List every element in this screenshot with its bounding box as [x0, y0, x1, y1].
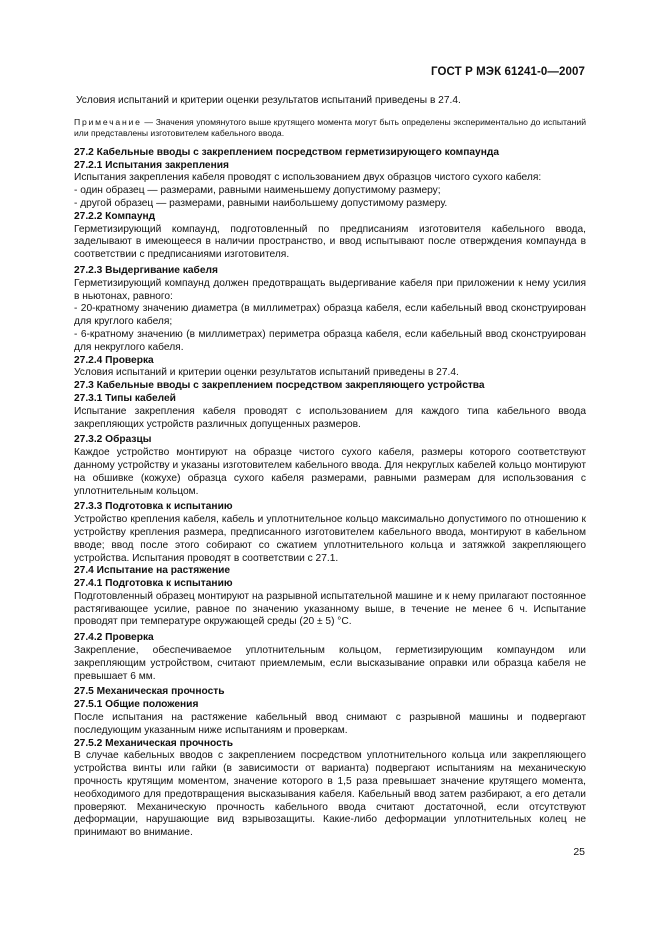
paragraph-27-5-2: В случае кабельных вводов с закреплением посредством уплотнительного кольца или закрепляющего устройства винты или гайки (в зависимости от варианта) подвергают испытаниям на механическую прочность крутящим моментом, значение которого в 1,5 раза превышает значение крутящего момента, необходимого для предотвращения высказывания кабеля. Кабельный ввод затем разбирают, а его детали проверяют. Механическую прочность кабельного ввода считают достаточной, если отсутствуют деформации, нарушающие вид взрывозащиты. Какие-либо деформации уплотнительных колец не принимают во внимание.	[74, 750, 586, 839]
heading-27-5: 27.5 Механическая прочность	[74, 686, 225, 698]
note	[74, 117, 586, 139]
heading-27-2-1: 27.2.1 Испытания закрепления	[74, 159, 229, 171]
heading-27-4-1: 27.4.1 Подготовка к испытанию	[74, 578, 233, 590]
paragraph-27-4-1: Подготовленный образец монтируют на разрывной испытательной машине и к нему прилагают постоянное растягивающее усилие, равное по значению указанному выше, в течение не менее 6 ч. Испытание проводят при температуре окружающей среды (20 ± 5) °С.	[74, 590, 586, 628]
heading-27-3: 27.3 Кабельные вводы с закреплением посредством закрепляющего устройства	[74, 380, 485, 392]
heading-27-2-3: 27.2.3 Выдергивание кабеля	[74, 264, 218, 276]
heading-27-3-1: 27.3.1 Типы кабелей	[74, 392, 176, 404]
paragraph-27-4-2: Закрепление, обеспечиваемое уплотнительным кольцом, герметизирующим компаундом или закрепляющим устройством, считают приемлемым, если высказывание оправки или образца кабеля не превышает 6 мм.	[74, 645, 586, 682]
note-label: Примечание	[74, 116, 142, 127]
page-number: 25	[573, 846, 585, 858]
standard-header: ГОСТ Р МЭК 61241-0—2007	[431, 66, 585, 78]
paragraph-27-5-1: После испытания на растяжение кабельный ввод снимают с разрывной машины и подвергают последующим указанным ниже испытаниям и проверкам.	[74, 712, 586, 736]
paragraph-27-2-1-b: - один образец — размерами, равными наименьшему допустимому размеру;	[74, 185, 441, 197]
heading-27-4-2: 27.4.2 Проверка	[74, 632, 154, 644]
heading-27-3-2: 27.3.2 Образцы	[74, 434, 152, 446]
heading-27-3-3: 27.3.3 Подготовка к испытанию	[74, 501, 233, 513]
heading-27-2: 27.2 Кабельные вводы с закреплением посредством герметизирующего компаунда	[74, 146, 499, 158]
paragraph-27-3-1: Испытание закрепления кабеля проводят с использованием для каждого типа кабельного ввода закрепляющих устройств различных допущенных размеров.	[74, 405, 586, 430]
paragraph-27-3-3: Устройство крепления кабеля, кабель и уплотнительное кольцо максимально допустимого по отношению к устройству крепления размера, предписанного изготовителем кабельного ввода, монтируют в кабельном вводе; ввод после этого собирают со сжатием уплотнительного кольца и затяжкой закрепляющего устройства. Испытания проводят в соответствии с 27.1.	[74, 514, 586, 564]
paragraph-intro: Условия испытаний и критерии оценки результатов испытаний приведены в 27.4.	[76, 95, 461, 106]
heading-27-2-4: 27.2.4 Проверка	[74, 354, 154, 366]
document-body	[74, 95, 586, 840]
paragraph-27-2-1-c: - другой образец — размерами, равными наибольшему допустимому размеру.	[74, 197, 448, 209]
paragraph-27-2-2: Герметизирующий компаунд, подготовленный по предписаниям изготовителя кабельного ввода, заделывают в имеющееся в наличии пространство, и ввод испытывают после отверждения компаунда в соответствии с предписаниями изготовителя.	[74, 223, 586, 261]
paragraph-27-2-3-c: - 6-кратному значению (в миллиметрах) периметра образца кабеля, если кабельный ввод сконструирован для некруглого кабеля.	[74, 328, 586, 353]
paragraph-27-2-3-a: Герметизирующий компаунд должен предотвращать выдергивание кабеля при приложении к нему усилия в ньютонах, равного:	[74, 277, 586, 302]
heading-27-2-2: 27.2.2 Компаунд	[74, 210, 156, 222]
heading-27-5-2: 27.5.2 Механическая прочность	[74, 737, 233, 749]
note-text: — Значения упомянутого выше крутящего момента могут быть определены экспериментально до испытаний или представлены изготовителем кабельного ввода.	[74, 116, 586, 138]
heading-27-4: 27.4 Испытание на растяжение	[74, 565, 231, 577]
paragraph-27-2-4: Условия испытаний и критерии оценки результатов испытаний приведены в 27.4.	[74, 367, 459, 379]
heading-27-5-1: 27.5.1 Общие положения	[74, 699, 199, 711]
paragraph-27-3-2: Каждое устройство монтируют на образце чистого сухого кабеля, размеры которого соответствуют данному устройству и указаны изготовителем кабельного ввода. Для некруглых кабелей кольцо монтируют на обшивке (кожухе) образца сухого кабеля размерами, равными размерам для использования с уплотнительным кольцом.	[74, 447, 586, 497]
paragraph-27-2-1-a: Испытания закрепления кабеля проводят с использованием двух образцов чистого сухого кабеля:	[74, 172, 542, 184]
paragraph-27-2-3-b: - 20-кратному значению диаметра (в миллиметрах) образца кабеля, если кабельный ввод сконструирован для круглого кабеля;	[74, 303, 586, 328]
